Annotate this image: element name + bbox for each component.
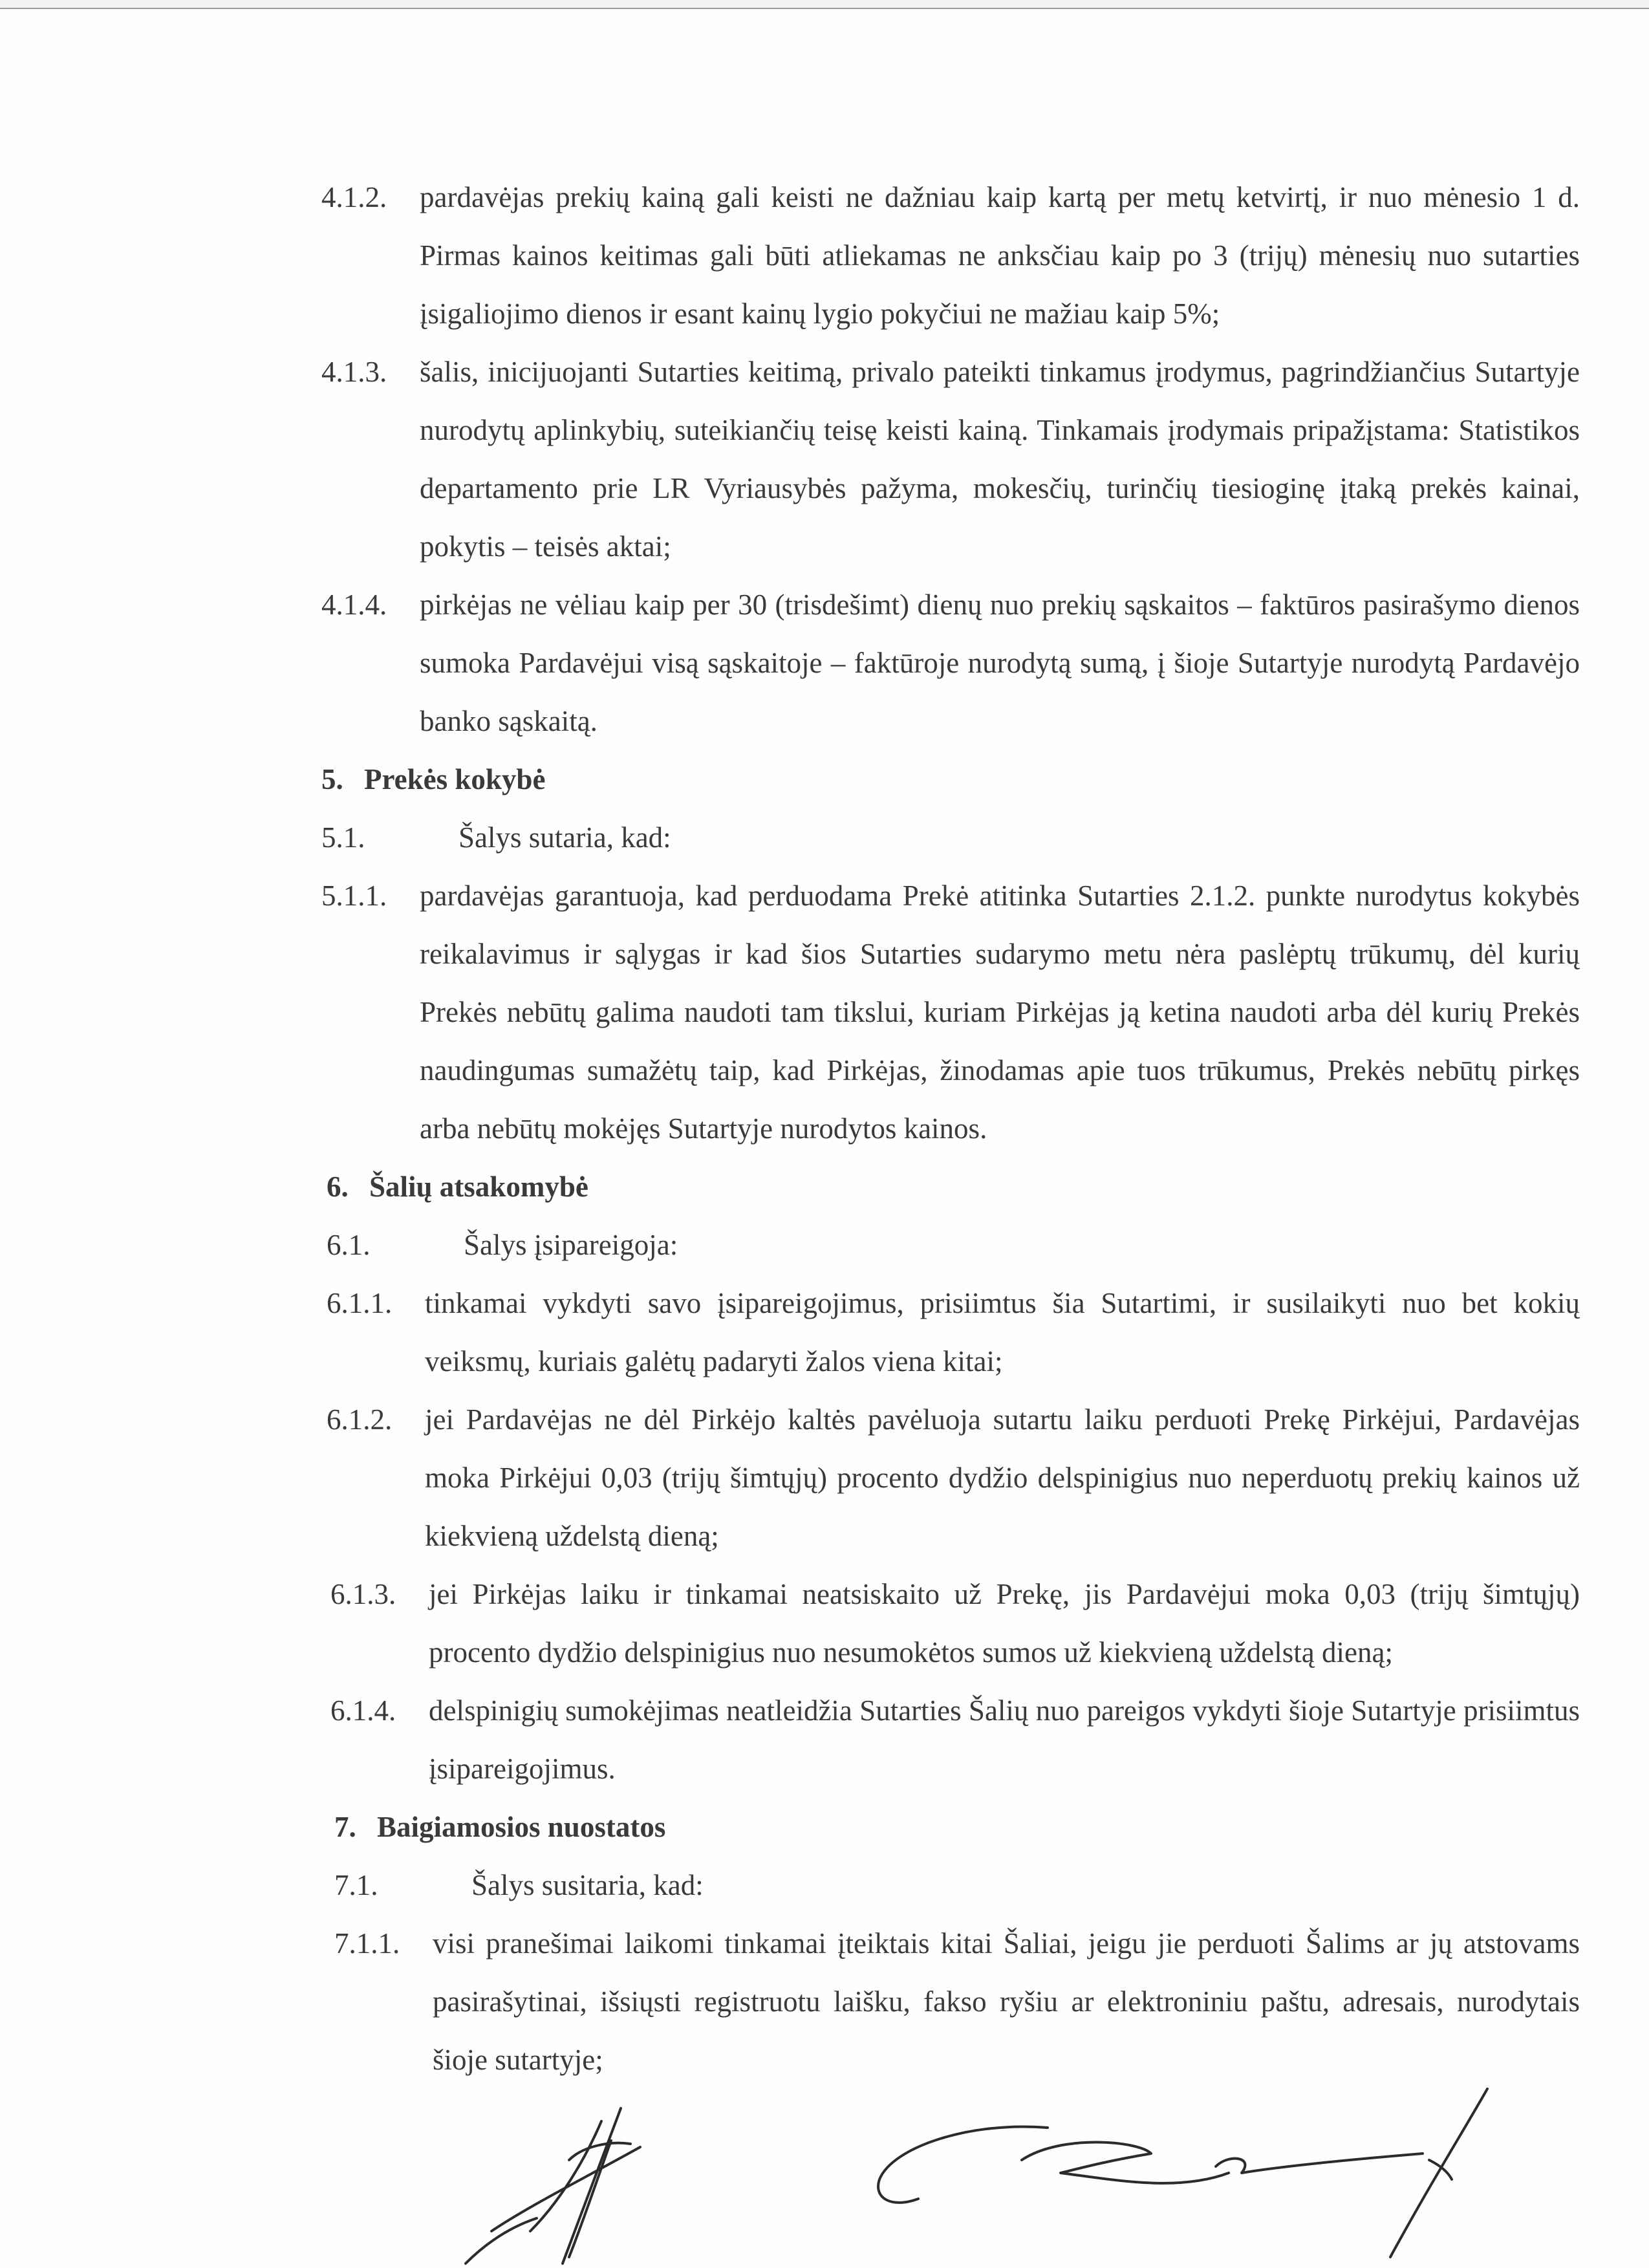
clause-number: 6.1.2. xyxy=(327,1403,393,1436)
subsection-6-1 xyxy=(327,1216,1580,1274)
clause-6-1-4 xyxy=(330,1681,1580,1798)
subsection-text: Šalys įsipareigoja: xyxy=(464,1229,678,1261)
section-number: 5. xyxy=(321,763,343,795)
subsection-text: Šalys susitaria, kad: xyxy=(471,1869,704,1901)
clause-number: 4.1.4. xyxy=(321,589,387,621)
clause-text: šalis, inicijuojanti Sutarties keitimą, privalo pateikti tinkamus įrodymus, pagrindžiančius Sutartyje nurodytų aplinkybių, suteikiančių teisę keisti kainą. Tinkamais įrodymais pripažįstama: Statistikos departamento prie LR Vyriausybės pažyma, mokesčių, turinčių tiesioginę įtaką prekės kainai, pokytis – teisės aktai; xyxy=(420,356,1580,563)
section-number: 7. xyxy=(334,1811,356,1843)
clause-text: jei Pirkėjas laiku ir tinkamai neatsiskaito už Prekę, jis Pardavėjui moka 0,03 (trijų šimtųjų) procento dydžio delspinigius nuo nesumokėtos sumos už kiekvieną uždelstą dieną; xyxy=(429,1578,1580,1669)
section-title: Baigiamosios nuostatos xyxy=(377,1811,666,1843)
subsection-number: 7.1. xyxy=(334,1869,378,1901)
section-heading-6 xyxy=(327,1158,1580,1216)
clause-text: tinkamai vykdyti savo įsipareigojimus, prisiimtus šia Sutartimi, ir susilaikyti nuo bet kokių veiksmų, kuriais galėtų padaryti žalos viena kitai; xyxy=(425,1287,1580,1377)
section-title: Prekės kokybė xyxy=(364,763,546,795)
clause-number: 7.1.1. xyxy=(334,1927,400,1960)
clause-7-1-1 xyxy=(334,1914,1580,2089)
handwritten-signature-icon xyxy=(878,2089,1487,2257)
clause-number: 4.1.3. xyxy=(321,356,387,388)
clause-6-1-3 xyxy=(330,1565,1580,1681)
clause-text: visi pranešimai laikomi tinkamai įteiktais kitai Šaliai, jeigu jie perduoti Šalims ar jų atstovams pasirašytinai, išsiųsti registruotu laišku, fakso ryšiu ar elektroniniu paštu, adresais, nurodytais šioje sutartyje; xyxy=(433,1927,1580,2076)
clause-text: pirkėjas ne vėliau kaip per 30 (trisdešimt) dienų nuo prekių sąskaitos – faktūros pasirašymo dienos sumoka Pardavėjui visą sąskaitoje – faktūroje nurodytą sumą, į šioje Sutartyje nurodytą Pardavėjo banko sąskaitą. xyxy=(420,589,1580,737)
clause-text: jei Pardavėjas ne dėl Pirkėjo kaltės pavėluoja sutartu laiku perduoti Prekę Pirkėjui, Pardavėjas moka Pirkėjui 0,03 (trijų šimtųjų) procento dydžio delspinigius nuo neperduotų prekių kainos už kiekvieną uždelstą dieną; xyxy=(425,1403,1580,1552)
clause-5-1-1 xyxy=(321,867,1580,1158)
section-heading-7 xyxy=(334,1798,1580,1856)
clause-6-1-1 xyxy=(327,1274,1580,1390)
clause-text: pardavėjas garantuoja, kad perduodama Prekė atitinka Sutarties 2.1.2. punkte nurodytus kokybės reikalavimus ir sąlygas ir kad šios Sutarties sudarymo metu nėra paslėptų trūkumų, dėl kurių Prekės nebūtų galima naudoti tam tikslui, kuriam Pirkėjas ją ketina naudoti arba dėl kurių Prekės naudingumas sumažėtų taip, kad Pirkėjas, žinodamas apie tuos trūkumus, Prekės nebūtų pirkęs arba nebūtų mokėjęs Sutartyje nurodytos kainos. xyxy=(420,880,1580,1145)
clause-number: 6.1.1. xyxy=(327,1287,393,1319)
clause-number: 5.1.1. xyxy=(321,880,387,912)
section-heading-5 xyxy=(321,750,1580,808)
section-title: Šalių atsakomybė xyxy=(369,1171,588,1203)
handwritten-signature-icon xyxy=(466,2108,640,2263)
clause-4-1-4 xyxy=(321,576,1580,750)
subsection-text: Šalys sutaria, kad: xyxy=(458,821,671,854)
clause-text: delspinigių sumokėjimas neatleidžia Sutarties Šalių nuo pareigos vykdyti šioje Sutartyje prisiimtus įsipareigojimus. xyxy=(429,1694,1580,1785)
subsection-5-1 xyxy=(321,808,1580,867)
section-number: 6. xyxy=(327,1171,349,1203)
clause-number: 6.1.3. xyxy=(330,1578,396,1610)
clause-text: pardavėjas prekių kainą gali keisti ne dažniau kaip kartą per metų ketvirtį, ir nuo mėnesio 1 d. Pirmas kainos keitimas gali būti atliekamas ne anksčiau kaip po 3 (trijų) mėnesių nuo sutarties įsigaliojimo dienos ir esant kainų lygio pokyčiui ne mažiau kaip 5%; xyxy=(420,181,1580,330)
document-body xyxy=(321,168,1580,2089)
clause-number: 4.1.2. xyxy=(321,181,387,213)
subsection-number: 5.1. xyxy=(321,821,365,854)
signatures-area xyxy=(0,2069,1649,2268)
page-top-edge xyxy=(0,0,1649,9)
clause-4-1-2 xyxy=(321,168,1580,343)
clause-6-1-2 xyxy=(327,1390,1580,1565)
subsection-7-1 xyxy=(334,1856,1580,1914)
subsection-number: 6.1. xyxy=(327,1229,371,1261)
clause-4-1-3 xyxy=(321,343,1580,576)
clause-number: 6.1.4. xyxy=(330,1694,396,1727)
